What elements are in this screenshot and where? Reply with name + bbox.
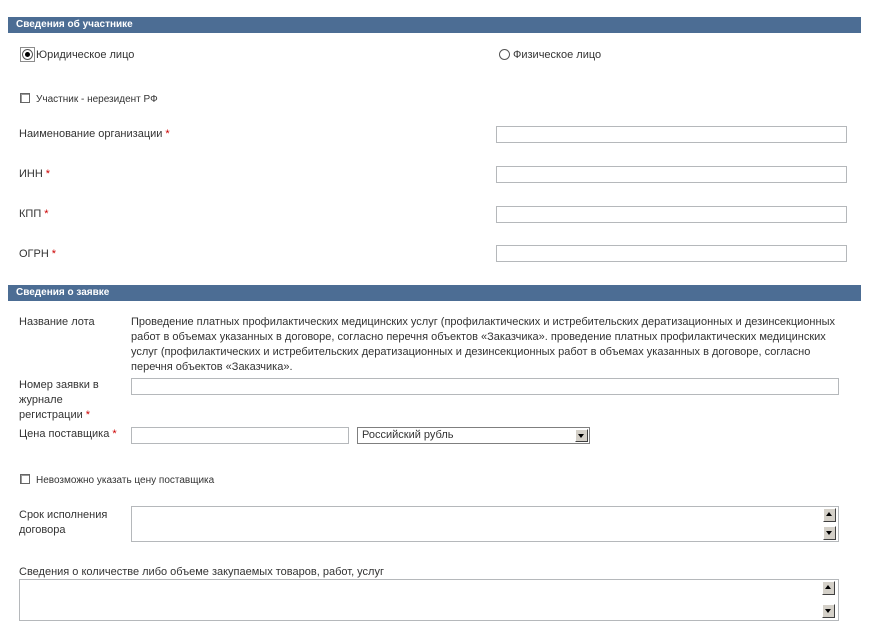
org-name-input[interactable] — [496, 126, 847, 143]
contract-term-scroll-up-button[interactable] — [823, 508, 836, 522]
ogrn-label-text: ОГРН — [19, 248, 49, 260]
contract-term-scroll-down-button[interactable] — [823, 526, 836, 540]
required-mark: * — [45, 168, 51, 180]
org-name-label-text: Наименование организации — [19, 128, 163, 140]
contract-term-label: Срок исполнения договора — [19, 509, 108, 536]
no-price-checkbox[interactable] — [20, 474, 30, 484]
chevron-down-icon — [578, 434, 584, 438]
lot-name-value: Проведение платных профилактических медицинских услуг (профилактических и истребительских дератизационных и дезинсекционных работ в объемах указанных в договоре, согласно перечня объектов «Заказчика». проведение платных профилактических медицинских услуг (профилактических и истребительских дератизационных и дезинсекционных работ в объемах указанных в договоре, согласно перечня объектов «Заказчика». — [131, 316, 835, 373]
individual-radio-frame[interactable] — [497, 47, 512, 62]
inn-label — [19, 167, 50, 182]
required-mark: * — [112, 428, 117, 440]
scroll-down-icon — [826, 531, 832, 535]
price-input[interactable] — [131, 427, 349, 444]
kpp-label — [19, 207, 49, 222]
inn-label-text: ИНН — [19, 168, 43, 180]
individual-label[interactable]: Физическое лицо — [513, 48, 602, 61]
price-label — [19, 427, 117, 442]
currency-select[interactable] — [357, 427, 590, 444]
currency-dropdown-button[interactable] — [575, 429, 588, 442]
kpp-label-text: КПП — [19, 208, 42, 220]
currency-select-value[interactable]: Российский рубль — [362, 429, 454, 441]
individual-radio-group[interactable] — [497, 47, 601, 62]
individual-radio[interactable] — [499, 49, 510, 60]
required-mark: * — [51, 248, 57, 260]
price-label-text: Цена поставщика — [19, 428, 110, 440]
nonresident-label[interactable]: Участник - нерезидент РФ — [36, 94, 158, 105]
quantity-label: Сведения о количестве либо объеме закупаемых товаров, работ, услуг — [19, 566, 384, 578]
reg-number-label — [19, 378, 119, 423]
legal-entity-radio[interactable] — [22, 49, 33, 60]
ogrn-input[interactable] — [496, 245, 847, 262]
scroll-down-icon — [825, 609, 831, 613]
application-section-header: Сведения о заявке — [8, 285, 861, 301]
required-mark: * — [44, 208, 49, 220]
reg-number-input[interactable] — [131, 378, 839, 395]
legal-entity-radio-frame[interactable] — [20, 47, 35, 62]
required-mark: * — [85, 409, 91, 421]
quantity-scroll-down-button[interactable] — [822, 604, 835, 618]
legal-entity-radio-group[interactable] — [20, 47, 134, 62]
no-price-label[interactable]: Невозможно указать цену поставщика — [36, 475, 215, 486]
participant-section-header: Сведения об участнике — [8, 17, 861, 33]
ogrn-label — [19, 247, 56, 262]
scroll-up-icon — [825, 585, 831, 589]
org-name-label — [19, 127, 170, 142]
contract-term-textarea[interactable] — [131, 506, 839, 542]
scroll-up-icon — [826, 512, 832, 516]
inn-input[interactable] — [496, 166, 847, 183]
quantity-textarea[interactable] — [19, 579, 839, 621]
reg-number-label-text: Номер заявки в журнале регистрации — [19, 379, 99, 421]
legal-entity-label[interactable]: Юридическое лицо — [36, 48, 135, 61]
required-mark: * — [165, 128, 170, 140]
nonresident-checkbox[interactable] — [20, 93, 30, 103]
quantity-scroll-up-button[interactable] — [822, 581, 835, 595]
lot-name-label: Название лота — [19, 316, 95, 328]
kpp-input[interactable] — [496, 206, 847, 223]
